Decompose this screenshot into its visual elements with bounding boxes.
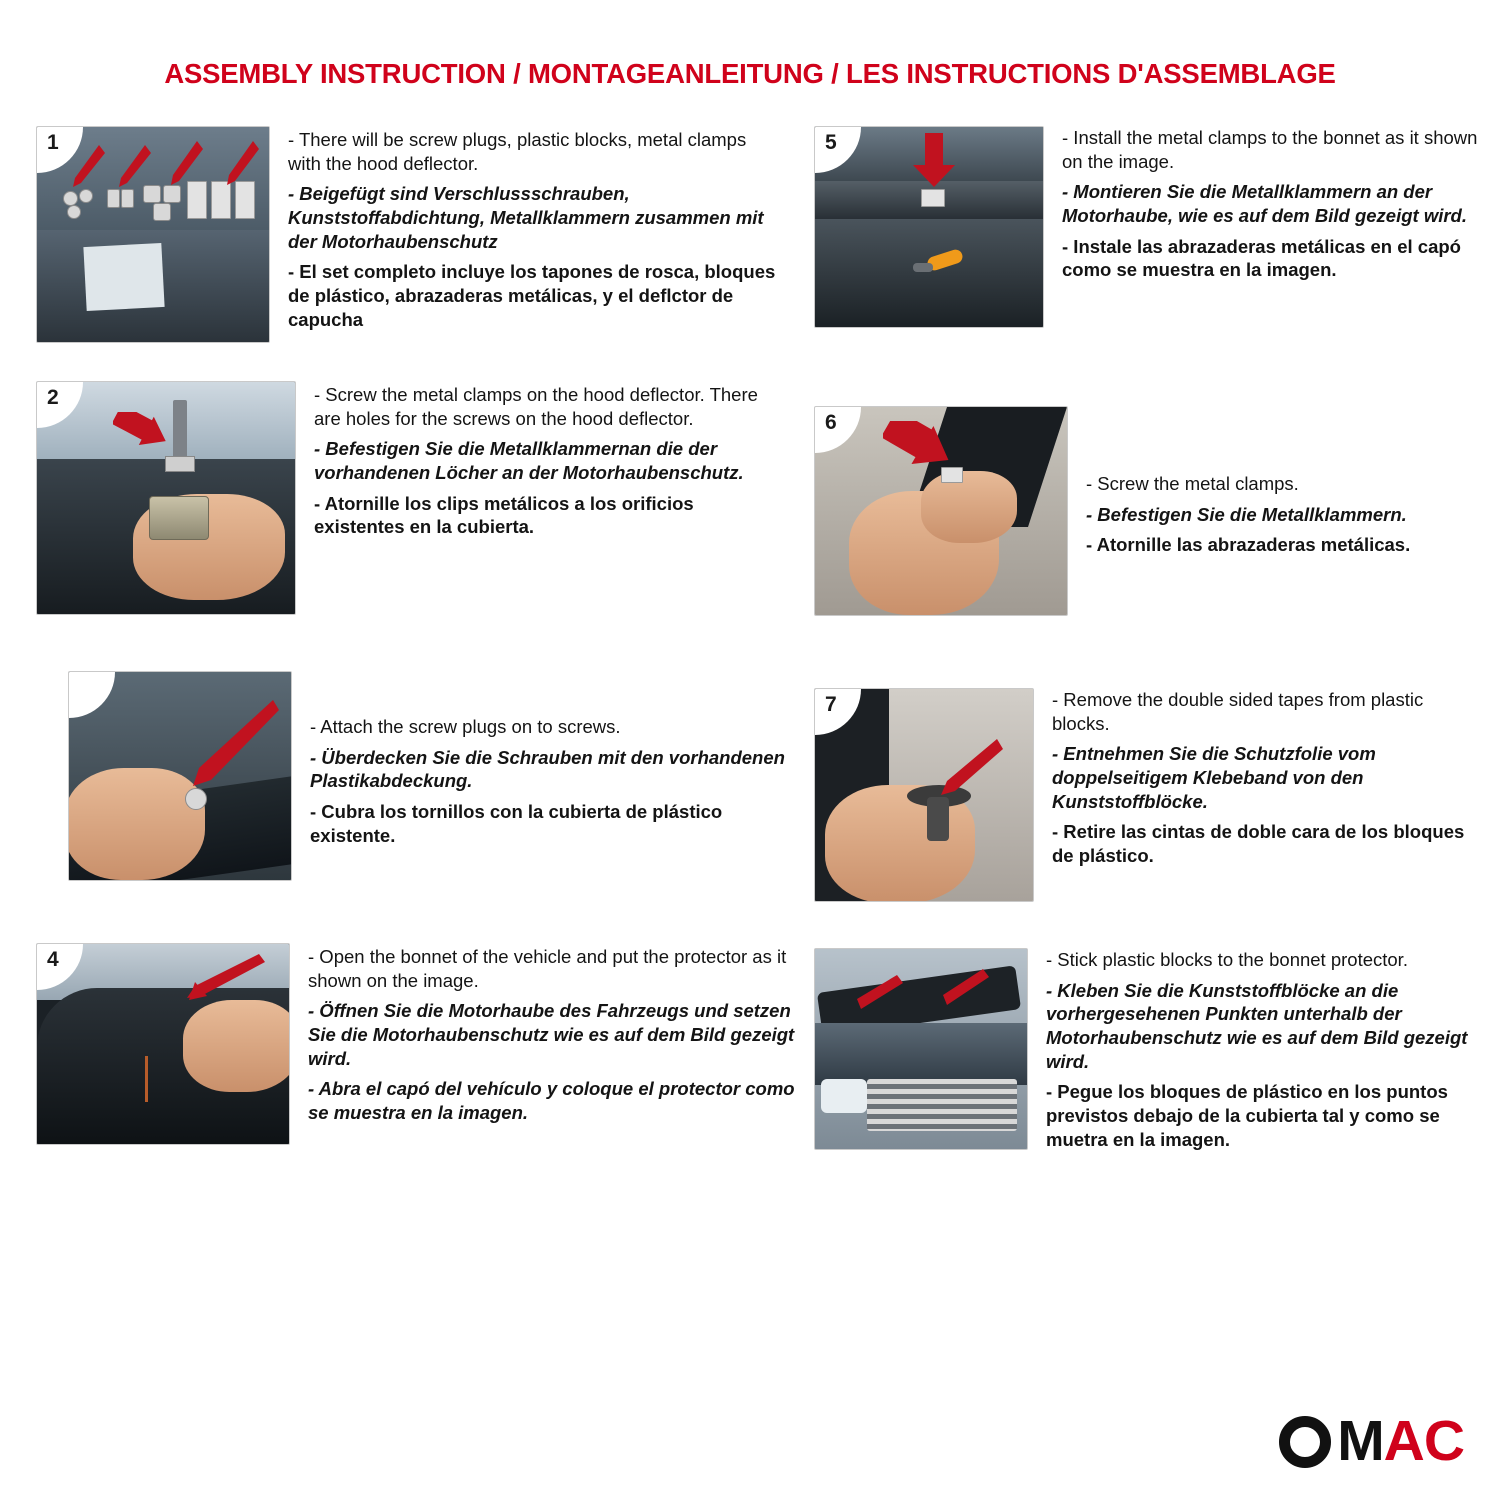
step-7 (814, 688, 1500, 902)
logo-letter-m: M (1337, 1409, 1384, 1473)
step-line-es: - Pegue los bloques de plástico en los puntos previstos debajo de la cubierta tal y como se muetra en la imagen. (1046, 1081, 1448, 1150)
step-line-en: - There will be screw plugs, plastic blocks, metal clamps with the hood deflector. (288, 129, 747, 174)
step-line-en: - Open the bonnet of the vehicle and put the protector as it shown on the image. (308, 946, 787, 991)
steps-grid (28, 126, 1478, 1158)
step-line-de: - Kleben Sie die Kunststoffblöcke an die vorhergesehenen Punkten unterhalb der Motorhaubenschutz wie es auf dem Bild gezeigt wird. (1046, 979, 1468, 1072)
part-metal-clamp (235, 181, 255, 219)
metal-clamp (149, 496, 209, 540)
vehicle-bonnet (815, 1023, 1027, 1085)
step-line-de: - Montieren Sie die Metallklammern an der Motorhaube, wie es auf dem Bild gezeigt wird. (1062, 181, 1467, 227)
step-8 (814, 948, 1500, 1158)
screw-the-metal-clamps-photo (814, 406, 1068, 616)
step-2 (36, 381, 808, 615)
step-line-de: - Beigefügt sind Verschlussschrauben, Kunststoffabdichtung, Metallklammern zusammen mit der Motorhaubenschutz (288, 183, 764, 252)
step-number: 7 (825, 693, 837, 716)
part-metal-clamp (187, 181, 207, 219)
step-number: 5 (825, 131, 837, 154)
step-5 (814, 126, 1500, 328)
screwdriver-shaft (173, 400, 187, 462)
red-arrow-icon (111, 145, 151, 187)
step-line-de: - Befestigen Sie die Metallklammernan die der vorhandenen Löcher an der Motorhaubenschutz. (314, 438, 744, 484)
red-arrow-icon (65, 145, 105, 187)
step-number: 2 (47, 386, 59, 409)
step-text (1068, 406, 1500, 564)
step-number: 3 (91, 686, 103, 709)
step-line-es: - Cubra los tornillos con la cubierta de plástico existente. (310, 801, 723, 846)
step-number: 6 (825, 411, 837, 434)
step-1 (36, 126, 808, 343)
hand (183, 1000, 290, 1092)
part-nut (143, 185, 161, 203)
part-clip (107, 189, 120, 208)
install-metal-clamps-bonnet-photo (814, 126, 1044, 328)
attach-screw-plugs-photo (68, 671, 292, 881)
step-line-en: - Install the metal clamps to the bonnet as it shown on the image. (1062, 127, 1478, 172)
step-line-de: - Öffnen Sie die Motorhaube des Fahrzeugs und setzen Sie die Motorhaubenschutz wie es auf dem Bild gezeigt wird. (308, 1000, 795, 1069)
red-arrow-icon (911, 133, 957, 189)
open-bonnet-place-protector-photo (36, 943, 290, 1145)
step-line-en: - Attach the screw plugs on to screws. (310, 716, 621, 737)
step-line-en: - Screw the metal clamps. (1086, 473, 1299, 494)
step-line-es: - Instale las abrazaderas metálicas en el capó como se muestra en la imagen. (1062, 235, 1461, 281)
red-arrow-icon (113, 412, 171, 458)
part-clip (121, 189, 134, 208)
screw-clamp-on-deflector-photo (36, 381, 296, 615)
part-nut (163, 185, 181, 203)
step-line-de: - Entnehmen Sie die Schutzfolie vom doppelseitigem Klebeband von den Kunststoffblöcke. (1052, 743, 1376, 812)
omac-logo (1279, 1409, 1464, 1473)
step-text (1044, 126, 1500, 289)
step-line-es: - Abra el capó del vehículo y coloque el protector como se muestra en la imagen. (308, 1078, 795, 1124)
logo-o-ring-icon (1279, 1416, 1331, 1468)
metal-clamp (921, 189, 945, 207)
stick-plastic-blocks-bonnet-photo (814, 948, 1028, 1150)
red-arrow-icon (943, 967, 991, 1009)
step-text (296, 381, 784, 546)
step-line-en: - Remove the double sided tapes from plastic blocks. (1052, 689, 1424, 734)
part-screw-plug (63, 191, 78, 206)
step-6 (814, 406, 1500, 616)
part-screw-plug (79, 189, 93, 203)
step-line-es: - Atornille las abrazaderas metálicas. (1086, 534, 1411, 556)
red-arrow-icon (939, 735, 1003, 797)
step-line-en: - Stick plastic blocks to the bonnet protector. (1046, 949, 1408, 970)
red-arrow-icon (857, 973, 905, 1013)
step-text (270, 126, 778, 338)
red-arrow-icon (173, 694, 283, 794)
remove-double-sided-tape-photo (814, 688, 1034, 902)
part-metal-clamp (211, 181, 231, 219)
parts-kit-photo (36, 126, 270, 343)
page-title: ASSEMBLY INSTRUCTION / MONTAGEANLEITUNG / LES INSTRUCTIONS D'ASSEMBLAGE (164, 58, 1336, 89)
step-text (292, 671, 800, 854)
step-3 (36, 671, 808, 881)
steps-column-left (28, 126, 808, 1158)
clamp-on-edge (165, 456, 195, 472)
marker-line (145, 1056, 148, 1102)
step-line-es: - El set completo incluye los tapones de rosca, bloques de plástico, abrazaderas metálicas, y el deflctor de capucha (288, 261, 776, 330)
orange-tool-stem (913, 263, 933, 272)
plastic-block-stem (927, 797, 949, 841)
red-arrow-icon (219, 141, 259, 185)
paper-sheet (83, 243, 164, 311)
logo-letters-ac: AC (1383, 1409, 1464, 1473)
step-line-en: - Screw the metal clamps on the hood deflector. There are holes for the screws on the hood deflector. (314, 384, 758, 429)
step-text (1028, 948, 1486, 1158)
part-nut (153, 203, 171, 221)
step-line-es: - Retire las cintas de doble cara de los bloques de plástico. (1052, 821, 1465, 867)
step-4 (36, 943, 808, 1145)
step-line-de: - Überdecken Sie die Schrauben mit den vorhandenen Plastikabdeckung. (310, 746, 785, 792)
step-text (290, 943, 808, 1132)
step-line-es: - Atornille los clips metálicos a los orificios existentes en la cubierta. (314, 492, 694, 538)
step-text (1034, 688, 1482, 875)
red-arrow-icon (187, 952, 267, 1006)
step-line-de: - Befestigen Sie die Metallklammern. (1086, 503, 1407, 525)
headlight (821, 1079, 867, 1113)
red-arrow-icon (883, 421, 957, 483)
step-number: 4 (47, 948, 59, 971)
red-arrow-icon (163, 141, 203, 185)
vehicle-grille (867, 1079, 1017, 1131)
part-screw-plug (67, 205, 81, 219)
bonnet-body (815, 219, 1043, 328)
step-number: 1 (47, 131, 59, 154)
steps-column-right (808, 126, 1500, 1158)
